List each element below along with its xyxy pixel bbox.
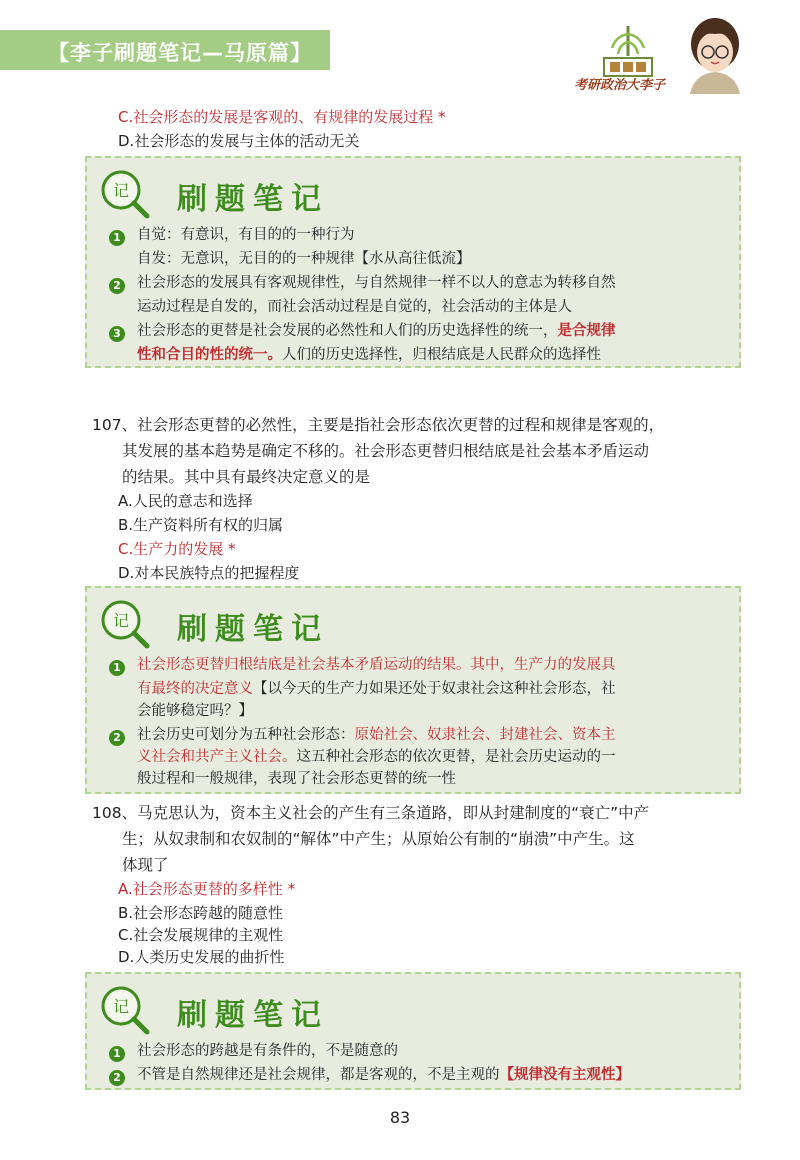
note-header [97,980,337,1038]
question-107-text: 其发展的基本趋势是确定不移的。社会形态更替归根结底是社会基本矛盾运动 [122,442,650,460]
svg-text:记: 记 [112,997,130,1016]
item-number-badge: 2 [109,1070,125,1086]
item-number-badge: 2 [109,730,125,746]
q107-option-b: B.生产资料所有权的归属 [118,516,284,534]
note-line: 社会历史可划分为五种社会形态：原始社会、奴隶社会、封建社会、资本主 [137,727,616,743]
header-title: 【李子刷题笔记—马原篇】 [48,41,312,65]
note-line: 不管是自然规律还是社会规律，都是客观的，不是主观的【规律没有主观性】 [137,1067,630,1083]
magnifier-note-icon [97,982,153,1038]
question-108-text: 生；从奴隶制和农奴制的“解体”中产生；从原始公有制的“崩溃”中产生。这 [122,830,635,848]
note-line: 社会形态的更替是社会发展的必然性和人们的历史选择性的统一，是合规律 [137,323,616,339]
logo-caption: 考研政治大李子 [574,78,666,93]
question-108-text: 体现了 [122,856,169,874]
note-box-3 [85,972,741,1090]
magnifier-note-icon [97,596,153,652]
q107-option-d: D.对本民族特点的把握程度 [118,564,300,582]
note-box-2 [85,586,741,794]
note-line: 自觉：有意识，有目的的一种行为 [137,227,355,243]
avatar-illustration-icon [680,14,750,94]
question-107-text: 的结果。其中具有最终决定意义的是 [122,468,371,486]
item-number-badge: 1 [109,660,125,676]
item-number-badge: 3 [109,326,125,342]
note-header [97,164,337,222]
note-line: 有最终的决定意义【以今天的生产力如果还处于奴隶社会这种社会形态，社 [137,681,616,697]
svg-text:记: 记 [112,181,130,200]
note-line: 般过程和一般规律，表现了社会形态更替的统一性 [137,771,456,787]
note-line: 社会形态的发展具有客观规律性，与自然规律一样不以人的意志为转移自然 [137,275,616,291]
note-line: 会能够稳定吗？】 [137,703,253,719]
question-107-text: 107、社会形态更替的必然性，主要是指社会形态依次更替的过程和规律是客观的， [92,416,665,434]
prev-option-c: C.社会形态的发展是客观的、有规律的发展过程 * [118,108,446,126]
prev-option-d: D.社会形态的发展与主体的活动无关 [118,132,360,150]
note-line: 运动过程是自发的，而社会活动过程是自觉的，社会活动的主体是人 [137,299,572,315]
note-line: 性和合目的性的统一。人们的历史选择性，归根结底是人民群众的选择性 [137,347,601,363]
item-number-badge: 1 [109,1046,125,1062]
note-line: 义社会和共产主义社会。这五种社会形态的依次更替，是社会历史运动的一 [137,749,616,765]
note-line: 社会形态的跨越是有条件的，不是随意的 [137,1043,398,1059]
q108-option-d: D.人类历史发展的曲折性 [118,948,285,966]
note-title: 刷题笔记 [177,998,329,1033]
q107-option-a: A.人民的意志和选择 [118,492,253,510]
q107-option-c: C.生产力的发展 * [118,540,236,558]
item-number-badge: 2 [109,278,125,294]
svg-text:记: 记 [112,611,130,630]
question-108-text: 108、马克思认为，资本主义社会的产生有三条道路，即从封建制度的“衰亡”中产 [92,804,650,822]
note-line: 社会形态更替归根结底是社会基本矛盾运动的结果。其中，生产力的发展具 [137,657,616,673]
tree-logo-icon [598,22,658,80]
note-title: 刷题笔记 [177,182,329,217]
q108-option-a: A.社会形态更替的多样性 * [118,880,296,898]
note-title: 刷题笔记 [177,612,329,647]
q108-option-c: C.社会发展规律的主观性 [118,926,284,944]
note-box-1 [85,156,741,368]
page-number: 83 [389,1108,411,1127]
item-number-badge: 1 [109,230,125,246]
note-line: 自发：无意识，无目的的一种规律【水从高往低流】 [137,251,471,267]
note-header [97,594,337,652]
magnifier-note-icon [97,166,153,222]
q108-option-b: B.社会形态跨越的随意性 [118,904,284,922]
